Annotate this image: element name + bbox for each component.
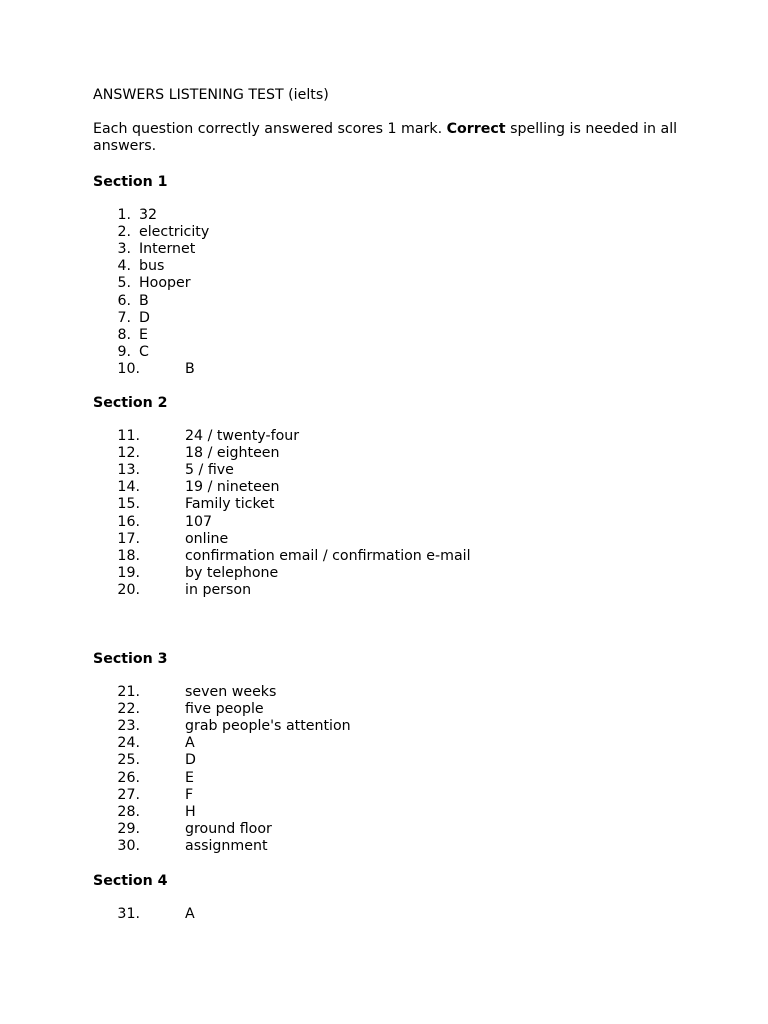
intro-text-continued: spelling is needed in all answers.: [93, 121, 678, 154]
answer-number: 26.: [117, 769, 140, 786]
answer-text: E: [139, 326, 148, 343]
answer-text: B: [185, 360, 195, 377]
answer-number: 6.: [117, 292, 131, 309]
answer-number: 24.: [117, 735, 140, 752]
answer-number: 7.: [117, 309, 131, 326]
answer-number: 12.: [117, 445, 140, 462]
answer-number: 22.: [117, 701, 140, 718]
answer-text: Family ticket: [185, 496, 275, 513]
answer-text: electricity: [139, 224, 210, 241]
section-heading: Section 3: [93, 651, 168, 667]
answer-text: C: [139, 343, 149, 360]
answer-number: 18.: [117, 547, 140, 564]
answer-text: confirmation email / confirmation e-mail: [185, 547, 471, 564]
answer-number: 17.: [117, 530, 140, 547]
answer-number: 10.: [117, 360, 140, 377]
answer-text: 107: [185, 513, 213, 530]
document-title: ANSWERS LISTENING TEST (ielts): [93, 87, 329, 103]
answer-text: 18 / eighteen: [185, 445, 280, 462]
answer-text: 19 / nineteen: [185, 479, 280, 496]
answer-text: assignment: [185, 837, 268, 854]
answer-number: 31.: [117, 906, 140, 922]
answer-text: seven weeks: [185, 684, 277, 700]
answer-number: 21.: [117, 684, 140, 700]
answer-number: 11.: [117, 428, 140, 444]
answer-text: B: [139, 292, 149, 309]
answer-number: 14.: [117, 479, 140, 496]
answer-text: 24 / twenty-four: [185, 428, 300, 444]
answer-number: 29.: [117, 820, 140, 837]
answer-text: A: [185, 906, 195, 922]
intro-text: Each question correctly answered scores 1 mark.: [93, 121, 447, 137]
answer-number: 3.: [117, 241, 131, 258]
answer-number: 28.: [117, 803, 140, 820]
answer-number: 4.: [117, 258, 131, 275]
answer-text: A: [185, 735, 195, 752]
answer-number: 25.: [117, 752, 140, 769]
answer-text: E: [185, 769, 194, 786]
answer-number: 27.: [117, 786, 140, 803]
section-heading: Section 2: [93, 395, 168, 411]
answer-text: online: [185, 530, 229, 547]
answer-text: F: [185, 786, 194, 803]
answer-number: 23.: [117, 718, 140, 735]
answer-number: 30.: [117, 837, 140, 854]
answer-text: Internet: [139, 241, 196, 258]
intro-paragraph: [93, 121, 693, 155]
answer-number: 8.: [117, 326, 131, 343]
answer-text: 5 / five: [185, 462, 234, 479]
answer-text: bus: [139, 258, 165, 275]
answer-number: 15.: [117, 496, 140, 513]
answer-text: in person: [185, 581, 252, 598]
answer-text: grab people's attention: [185, 718, 351, 735]
answer-text: D: [139, 309, 150, 326]
answer-text: H: [185, 803, 196, 820]
answer-number: 19.: [117, 564, 140, 581]
answer-text: five people: [185, 701, 264, 718]
answer-number: 13.: [117, 462, 140, 479]
answer-number: 1.: [117, 207, 131, 223]
section-heading: Section 1: [93, 174, 168, 190]
answer-text: 32: [139, 207, 158, 223]
answer-number: 9.: [117, 343, 131, 360]
answer-number: 2.: [117, 224, 131, 241]
answer-text: ground floor: [185, 820, 272, 837]
answer-number: 20.: [117, 581, 140, 598]
section-heading: Section 4: [93, 873, 168, 889]
answer-text: D: [185, 752, 196, 769]
answer-number: 5.: [117, 275, 131, 292]
answer-text: by telephone: [185, 564, 279, 581]
answer-number: 16.: [117, 513, 140, 530]
answer-text: Hooper: [139, 275, 191, 292]
intro-bold-word: Correct: [446, 121, 506, 137]
